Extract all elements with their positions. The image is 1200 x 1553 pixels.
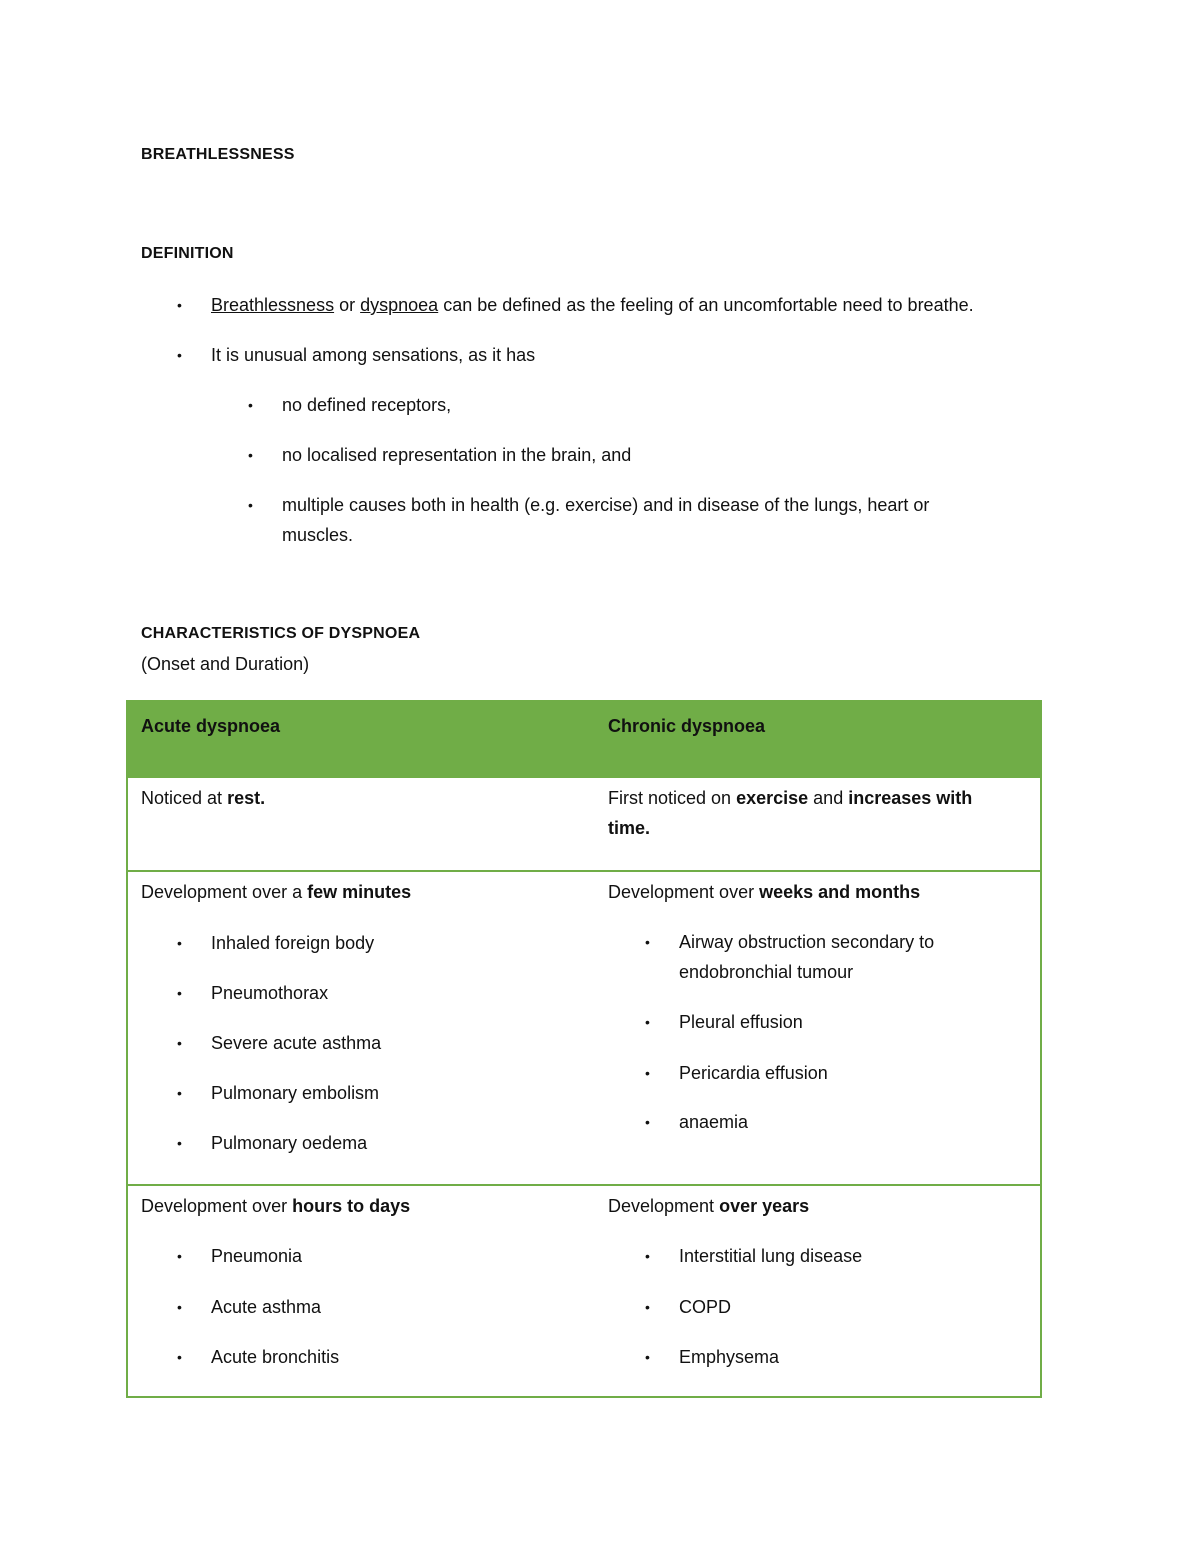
cell-acute-minutes: Development over a few minutes [141, 882, 412, 902]
bullet-text: multiple causes both in health (e.g. exercise) and in disease of the lungs, heart or [282, 495, 930, 515]
table-header-row [128, 702, 1040, 776]
list-item: • Pleural effusion [645, 1012, 803, 1032]
list-item: • Pneumothorax [177, 983, 329, 1003]
bullet-glyph: • [177, 347, 182, 363]
table-row [128, 776, 1040, 870]
list-item: • anaemia [645, 1112, 749, 1132]
sub-bullet-receptors [248, 390, 452, 420]
list-item: • Pulmonary embolism [177, 1083, 380, 1103]
definition-bullet-1 [177, 290, 974, 320]
list-item: • Severe acute asthma [177, 1033, 382, 1053]
bullet-glyph: • [248, 497, 253, 513]
characteristics-subheading: (Onset and Duration) [141, 654, 310, 674]
table-row [128, 870, 1040, 1184]
list-item: • Interstitial lung disease [645, 1246, 863, 1266]
cell-acute-hours: Development over hours to days [141, 1196, 411, 1216]
document-title: BREATHLESSNESS [141, 146, 295, 163]
cell-chronic-onset: First noticed on exercise and increases with time. [608, 788, 973, 838]
dyspnoea-table [126, 700, 1042, 1398]
definition-heading: DEFINITION [141, 245, 234, 262]
list-item: • Acute asthma [177, 1297, 322, 1317]
term-breathlessness: Breathlessness [211, 295, 335, 315]
cell-chronic-weeks: Development over weeks and months [608, 882, 921, 902]
list-item: • Inhaled foreign body [177, 933, 375, 953]
characteristics-heading: CHARACTERISTICS OF DYSPNOEA [141, 625, 421, 642]
list-item: • Pneumonia [177, 1246, 303, 1266]
sub-bullet-causes-cont: muscles. [282, 525, 354, 545]
list-item: • Emphysema [645, 1347, 780, 1367]
header-acute: Acute dyspnoea [141, 716, 281, 736]
header-chronic: Chronic dyspnoea [608, 716, 766, 736]
list-item: • Airway obstruction secondary to endobronchial tumour [645, 932, 935, 982]
sub-bullet-representation [248, 440, 632, 470]
bullet-glyph: • [248, 447, 253, 463]
cell-acute-onset: Noticed at rest. [141, 788, 266, 808]
term-dyspnoea: dyspnoea [360, 295, 439, 315]
cell-chronic-years: Development over years [608, 1196, 810, 1216]
bullet-glyph: • [177, 297, 182, 313]
definition-bullet-2 [177, 340, 536, 370]
list-item: • Pericardia effusion [645, 1063, 828, 1083]
list-item: • Pulmonary oedema [177, 1133, 368, 1153]
list-item: • COPD [645, 1297, 732, 1317]
bullet-text: no defined receptors, [282, 395, 452, 415]
sub-bullet-causes [248, 490, 930, 520]
list-item: • Acute bronchitis [177, 1347, 340, 1367]
bullet-text: It is unusual among sensations, as it has [211, 345, 536, 365]
bullet-text: no localised representation in the brain, and [282, 445, 632, 465]
definition-text: can be defined as the feeling of an uncomfortable need to breathe. [443, 295, 974, 315]
table-row [128, 1184, 1040, 1396]
connector-or: or [339, 295, 356, 315]
bullet-glyph: • [248, 397, 253, 413]
